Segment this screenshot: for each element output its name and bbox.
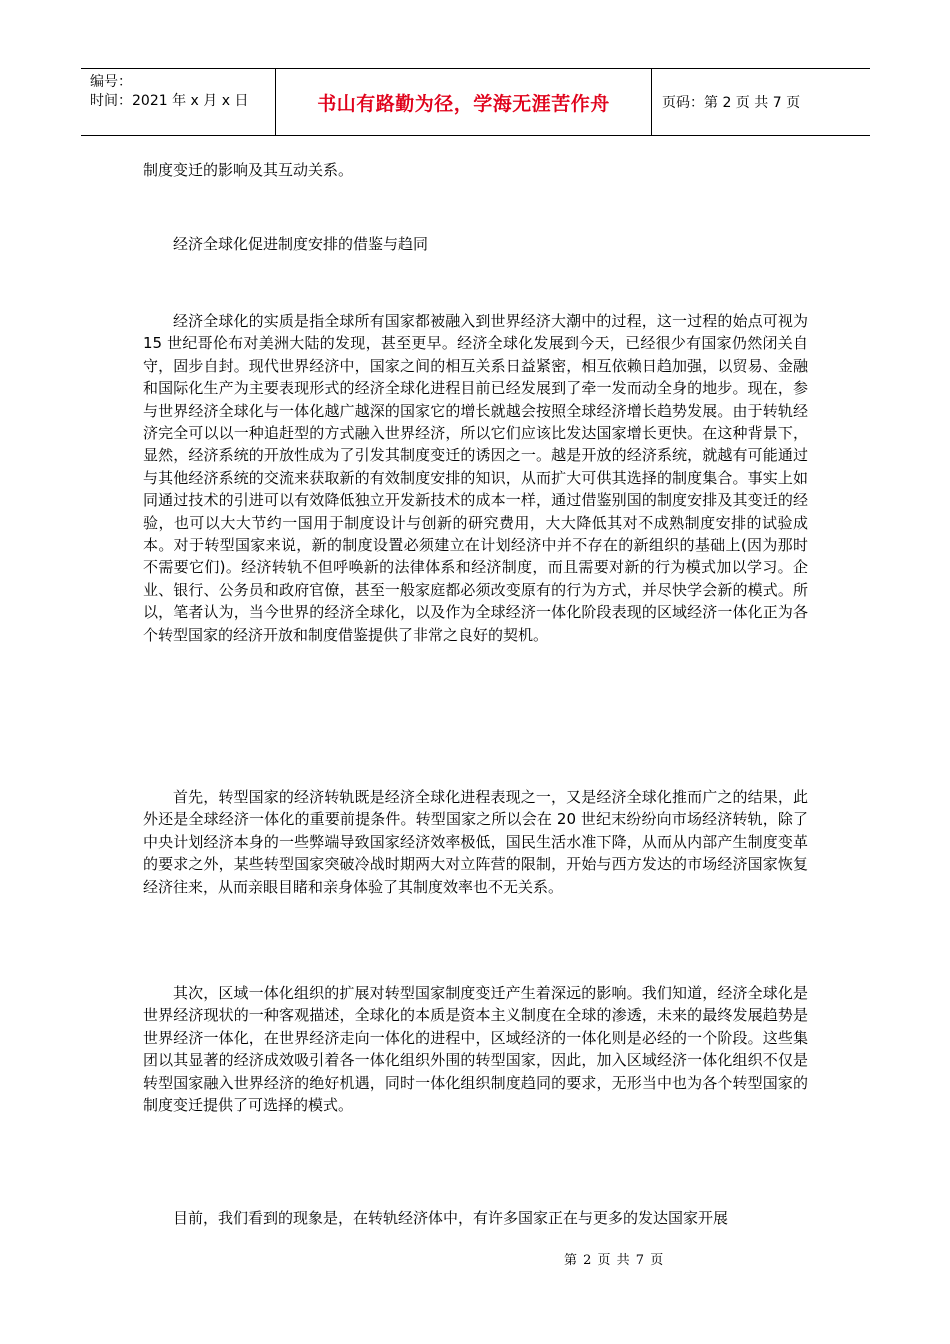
paragraph: 目前，我们看到的现象是，在转轨经济体中，有许多国家正在与更多的发达国家开展 (173, 1209, 729, 1227)
paragraph: 经济全球化的实质是指全球所有国家都被融入到世界经济大潮中的过程，这一过程的始点可视为 15 世纪哥伦布对美洲大陆的发现，甚至更早。经济全球化发展到今天，已经很少有国家仍然闭关自守，固步自封。现代世界经济中，国家之间的相互关系日益紧密，相互依赖日趋加强，以贸易、金融和国际化生产为主要表现形式的经济全球化进程目前已经发展到了牵一发而动全身的地步。现在，参与世界经济全球化与一体化越广越深的国家它的增长就越会按照全球经济增长趋势发展。由于转轨经济完全可以以一种追赶型的方式融入世界经济，所以它们应该比发达国家增长更快。在这种背景下，显然，经济系统的开放性成为了引发其制度变迁的诱因之一。越是开放的经济系统，就越有可能通过与其他经济系统的交流来获取新的有效制度安排的知识，从而扩大可供其选择的制度集合。事实上如同通过技术的引进可以有效降低独立开发新技术的成本一样，通过借鉴别国的制度安排及其变迁的经验，也可以大大节约一国用于制度设计与创新的研究费用，大大降低其对不成熟制度安排的试验成本。对于转型国家来说，新的制度设置必须建立在计划经济中并不存在的新组织的基础上(因为那时不需要它们)。经济转轨不但呼唤新的法律体系和经济制度，而且需要对新的行为模式加以学习。企业、银行、公务员和政府官僚，甚至一般家庭都必须改变原有的行为方式，并尽快学会新的模式。所以，笔者认为，当今世界的经济全球化，以及作为全球经济一体化阶段表现的区域经济一体化正为各个转型国家的经济开放和制度借鉴提供了非常之良好的契机。 (143, 312, 808, 644)
paragraph: 首先，转型国家的经济转轨既是经济全球化进程表现之一，又是经济全球化推而广之的结果，此外还是全球经济一体化的重要前提条件。转型国家之所以会在 20 世纪末纷纷向市场经济转轨，除了中央计划经济本身的一些弊端导致国家经济效率极低，国民生活水准下降，从而从内部产生制度变革的要求之外，某些转型国家突破冷战时期两大对立阵营的限制，开始与西方发达的市场经济国家恢复经济往来，从而亲眼目睹和亲身体验了其制度效率也不无关系。 (143, 788, 808, 896)
document-number-label: 编号： (90, 74, 132, 90)
page-header (81, 68, 870, 136)
header-page-info: 页码：第 2 页 共 7 页 (662, 95, 801, 111)
paragraph-continuation: 制度变迁的影响及其互动关系。 (143, 161, 354, 179)
paragraph: 其次，区域一体化组织的扩展对转型国家制度变迁产生着深远的影响。我们知道，经济全球化是世界经济现状的一种客观描述，全球化的本质是资本主义制度在全球的渗透，未来的最终发展趋势是世界经济一体化，在世界经济走向一体化的进程中，区域经济的一体化则是必经的一个阶段。这些集团以其显著的经济成效吸引着各一体化组织外围的转型国家，因此，加入区域经济一体化组织不仅是转型国家融入世界经济的绝好机遇，同时一体化组织制度趋同的要求，无形当中也为各个转型国家的制度变迁提供了可选择的模式。 (143, 984, 808, 1115)
document-date: 时间：2021 年 x 月 x 日 (90, 93, 249, 109)
header-motto: 书山有路勤为径，学海无涯苦作舟 (276, 69, 652, 135)
page-footer: 第 2 页 共 7 页 (564, 1253, 665, 1268)
header-meta (81, 69, 276, 135)
section-heading: 经济全球化促进制度安排的借鉴与趋同 (173, 235, 429, 253)
